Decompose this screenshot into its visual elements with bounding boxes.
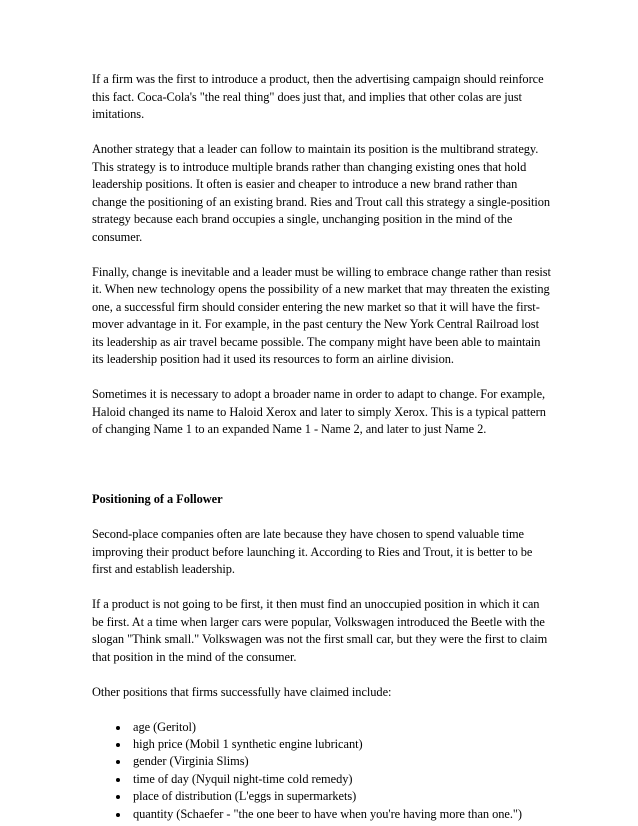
paragraph-broader-name: Sometimes it is necessary to adopt a broader name in order to adapt to change. For example, Haloid changed its name to Haloid Xerox and later to simply Xerox. This is a typical pattern of changing Name 1 to an expanded Name 1 - Name 2, and later to just Name 2. — [92, 387, 546, 436]
list-item-text: place of distribution (L'eggs in supermarkets) — [133, 789, 357, 804]
paragraph-multibrand-strategy: Another strategy that a leader can follow to maintain its position is the multibrand strategy. This strategy is to introduce multiple brands rather than changing existing ones that hold leadership positions. It often is easier and cheaper to introduce a new brand rather than change the positioning of an existing brand. Ries and Trout call this strategy a single-position strategy because each brand occupies a single, unchanging position in the mind of the consumer. — [92, 142, 551, 244]
section-spacer — [92, 456, 552, 491]
bullet-icon — [116, 795, 120, 799]
bullet-icon — [116, 743, 120, 747]
list-item — [92, 788, 552, 805]
list-item — [92, 736, 552, 753]
list-item — [92, 771, 552, 788]
paragraph-unoccupied-position: If a product is not going to be first, it then must find an unoccupied position in which it can be first. At a time when larger cars were popular, Volkswagen introduced the Beetle with the slogan "Think small." Volkswagen was not the first small car, but they were the first to claim that position in the mind of the consumer. — [92, 597, 548, 664]
list-item-text: high price (Mobil 1 synthetic engine lubricant) — [133, 736, 363, 751]
section-heading: Positioning of a Follower — [92, 492, 223, 506]
list-item-text: age (Geritol) — [133, 719, 196, 734]
list-item-text: gender (Virginia Slims) — [133, 754, 249, 769]
bullet-icon — [116, 726, 120, 730]
bullet-icon — [116, 778, 120, 782]
positions-bullet-list — [92, 719, 552, 823]
paragraph-other-positions: Other positions that firms successfully have claimed include: — [92, 684, 392, 699]
bullet-icon — [116, 760, 120, 764]
paragraph-embrace-change: Finally, change is inevitable and a leader must be willing to embrace change rather than resist it. When new technology opens the possibility of a new market that may threaten the existing one, a successful firm should consider entering the new market so that it will have the first-mover advantage in it. For example, in the past century the New York Central Railroad lost its leadership as air travel became possible. The company might have been able to maintain its leadership position had it used its resources to form an airline division. — [92, 264, 551, 366]
list-item — [92, 806, 552, 823]
paragraph-first-mover: If a firm was the first to introduce a product, then the advertising campaign should reinforce this fact. Coca-Cola's "the real thing" does just that, and implies that other colas are just imitations. — [92, 72, 544, 121]
list-item — [92, 753, 552, 770]
paragraph-second-place: Second-place companies often are late because they have chosen to spend valuable time improving their product before launching it. According to Ries and Trout, it is better to be first and establish leadership. — [92, 527, 533, 576]
list-item-text: quantity (Schaefer - "the one beer to have when you're having more than one.") — [133, 806, 522, 821]
document-page — [92, 71, 552, 823]
bullet-icon — [116, 813, 120, 817]
list-item — [92, 719, 552, 736]
list-item-text: time of day (Nyquil night-time cold remedy) — [133, 771, 353, 786]
